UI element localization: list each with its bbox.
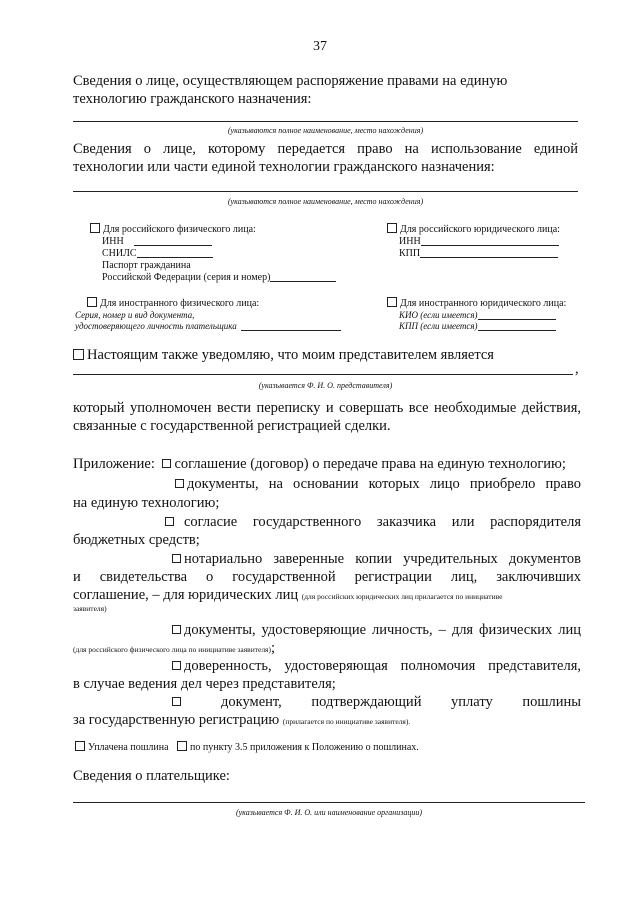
ru-company-kpp-label: КПП [399, 248, 421, 259]
attachment-5-checkbox[interactable] [172, 625, 181, 634]
ru-person-title: Для российского физического лица: [103, 224, 256, 235]
attachment-6 [172, 657, 581, 675]
foreign-company-title: Для иностранного юридического лица: [400, 298, 567, 309]
representative-underline[interactable] [73, 374, 573, 375]
attachment-4-text-3: соглашение, – для юридических лиц [73, 587, 299, 603]
ru-company-inn-field[interactable] [421, 236, 559, 246]
intro-note: (указываются полное наименование, место нахождения) [227, 126, 424, 135]
attachment-2-checkbox[interactable] [175, 479, 184, 488]
fee-paid-label: Уплачена пошлина [88, 742, 169, 753]
attachment-2-text-1: документы, на основании которых лицо приобрело право [187, 476, 581, 492]
fee-clause-checkbox[interactable] [177, 741, 187, 751]
attachment-2-text-2: на единую технологию; [73, 495, 220, 511]
fee-line [75, 741, 419, 754]
ru-person-passport-1: Паспорт гражданина [102, 260, 191, 271]
intro-line-2: технологию гражданского назначения: [73, 91, 312, 107]
foreign-company-kpp-field[interactable] [478, 321, 556, 331]
attachment-5-end: ; [271, 640, 276, 656]
foreign-company-kpp-label: КПП (если имеется) [399, 321, 478, 331]
foreign-person-line-2: удостоверяющего личность плательщика [75, 321, 237, 331]
attachment-4-text-1: нотариально заверенные копии учредительных документов [184, 551, 581, 567]
ru-company-title: Для российского юридического лица: [400, 224, 560, 235]
ru-person-passport-field[interactable] [270, 272, 336, 282]
transferee-line-1: Сведения о лице, которому передается право на использование единой [73, 141, 578, 157]
attachment-7-line-2 [73, 711, 410, 731]
attachment-1-checkbox[interactable] [162, 459, 171, 468]
attachment-7 [172, 693, 581, 711]
payer-title: Сведения о плательщике: [73, 768, 230, 784]
attachment-4-line-3 [73, 586, 502, 606]
attachment-4-small-1: (для российских юридических лиц прилагается по инициативе [301, 592, 503, 601]
attachment-3-text-1: согласие государственного заказчика или распорядителя [184, 514, 581, 530]
ru-person-passport-2: Российской Федерации (серия и номер) [102, 272, 271, 283]
foreign-company-checkbox[interactable] [387, 297, 397, 307]
ru-person-inn-field[interactable] [134, 236, 212, 246]
representative-text: Настоящим также уведомляю, что моим представителем является [87, 347, 494, 363]
attachment-6-text-2: в случае ведения дел через представителя; [73, 676, 336, 692]
attachment-3-text-2: бюджетных средств; [73, 532, 200, 548]
attachment-7-checkbox[interactable] [172, 697, 181, 706]
attachment-5-line-2 [73, 639, 275, 659]
representative-note: (указывается Ф. И. О. представителя) [258, 381, 393, 390]
ru-company-kpp-field[interactable] [420, 248, 558, 258]
attachment-5-small: (для российского физического лица по инициативе заявителя) [73, 645, 272, 654]
intro-line-1: Сведения о лице, осуществляющем распоряжение правами на единую [73, 73, 508, 89]
attachment-3-checkbox[interactable] [165, 517, 174, 526]
representative-text-2: связанные с государственной регистрацией сделки. [73, 418, 391, 434]
payer-note: (указывается Ф. И. О. или наименование организации) [235, 808, 423, 817]
attachment-6-text-1: доверенность, удостоверяющая полномочия представителя, [184, 658, 581, 674]
foreign-person-title: Для иностранного физического лица: [100, 298, 260, 309]
attachment-4-checkbox[interactable] [172, 554, 181, 563]
attachment-6-checkbox[interactable] [172, 661, 181, 670]
attachment-4-small-2: заявителя) [73, 604, 107, 613]
ru-company-block [387, 223, 560, 260]
fee-clause-label: по пункту 3.5 приложения к Положению о пошлинах. [190, 742, 419, 753]
page-number: 37 [313, 39, 327, 54]
attachment-4-text-2: и свидетельства о государственной регистрации лиц, заключивших [73, 569, 581, 585]
ru-person-snils-label: СНИЛС [102, 248, 137, 259]
attachment-5 [172, 621, 581, 639]
foreign-person-checkbox[interactable] [87, 297, 97, 307]
attachment-1 [73, 455, 566, 473]
fee-paid-checkbox[interactable] [75, 741, 85, 751]
attachment-1-text: соглашение (договор) о передаче права на единую технологию; [174, 456, 566, 472]
attachment-5-text-1: документы, удостоверяющие личность, – для физических лиц [184, 622, 581, 638]
attachment-7-text-1: документ, подтверждающий уплату пошлины [221, 694, 581, 710]
foreign-company-kio-field[interactable] [478, 310, 556, 320]
ru-company-checkbox[interactable] [387, 223, 397, 233]
attachments-label: Приложение: [73, 456, 155, 472]
foreign-person-line-1: Серия, номер и вид документа, [75, 310, 195, 320]
attachment-7-text-2: за государственную регистрацию [73, 712, 280, 728]
intro-underline[interactable] [73, 121, 578, 122]
ru-person-snils-field[interactable] [137, 248, 213, 258]
transferee-line-2: технологии или части единой технологии гражданского назначения: [73, 159, 495, 175]
foreign-person-block [75, 297, 341, 332]
payer-underline[interactable] [73, 802, 585, 803]
transferee-underline[interactable] [73, 191, 578, 192]
foreign-person-doc-field[interactable] [241, 321, 341, 331]
ru-company-inn-label: ИНН [399, 236, 421, 247]
representative-line [73, 346, 494, 364]
representative-checkbox[interactable] [73, 349, 84, 360]
attachment-4 [172, 550, 581, 568]
transferee-note: (указываются полное наименование, место нахождения) [227, 197, 424, 206]
foreign-company-block [387, 297, 566, 332]
foreign-company-kio-label: КИО (если имеется) [399, 310, 478, 320]
ru-person-checkbox[interactable] [90, 223, 100, 233]
attachment-7-small: (прилагается по инициативе заявителя). [282, 717, 411, 726]
ru-person-inn-label: ИНН [102, 236, 124, 247]
attachment-3 [165, 513, 581, 531]
attachment-2 [175, 475, 581, 493]
representative-comma: , [575, 361, 579, 377]
ru-person-block [90, 223, 336, 284]
representative-text-1: который уполномочен вести переписку и совершать все необходимые действия, [73, 400, 581, 416]
